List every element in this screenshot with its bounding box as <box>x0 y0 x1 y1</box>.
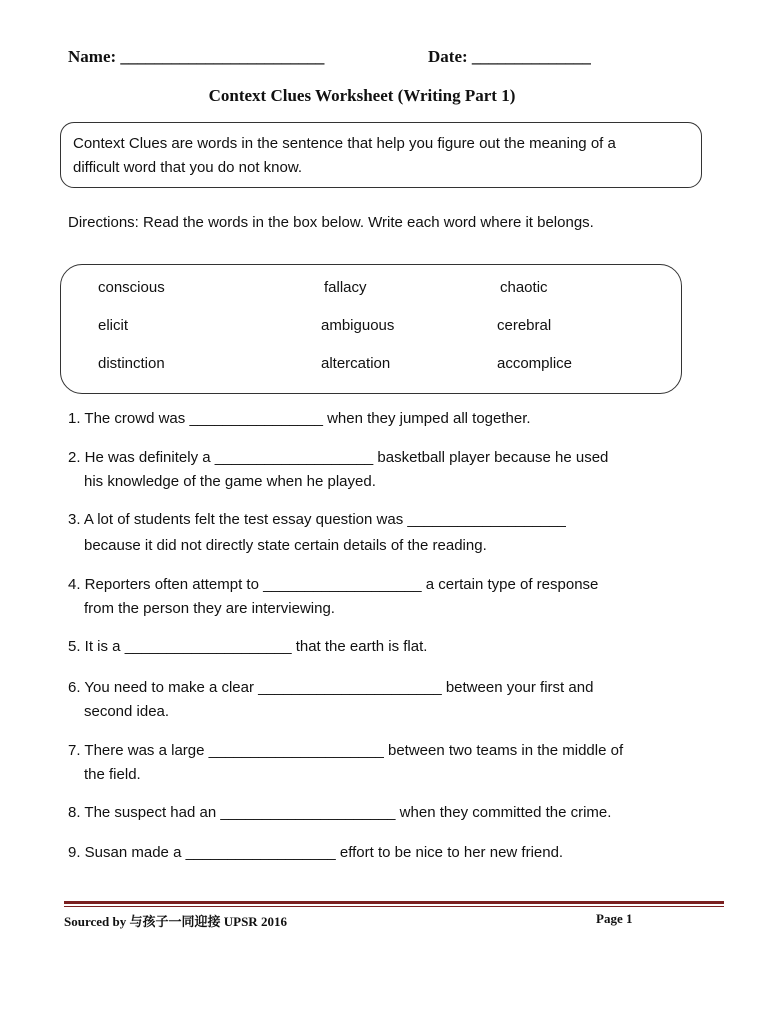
word-bank-item: accomplice <box>497 355 573 372</box>
question-2[interactable] <box>68 446 708 494</box>
question-continuation: from the person they are interviewing. <box>84 600 335 617</box>
word-bank-item: fallacy <box>324 279 367 296</box>
question-continuation: second idea. <box>84 703 170 720</box>
question-7[interactable] <box>68 739 708 787</box>
definition-line-1: Context Clues are words in the sentence that help you figure out the meaning of a <box>73 135 616 152</box>
question-9[interactable] <box>68 841 708 865</box>
question-text: 8. The suspect had an _____________________ when they committed the crime. <box>68 804 612 821</box>
question-continuation: because it did not directly state certain details of the reading. <box>84 537 487 554</box>
question-continuation: the field. <box>84 766 141 783</box>
footer-divider-thin <box>64 906 724 907</box>
question-4[interactable] <box>68 573 708 621</box>
footer-source: Sourced by 与孩子一同迎接 UPSR 2016 <box>64 914 287 929</box>
footer-divider <box>64 901 724 904</box>
word-bank-item: conscious <box>98 279 165 296</box>
word-bank-item: chaotic <box>500 279 548 296</box>
header-row <box>68 47 628 71</box>
question-text: 7. There was a large _____________________ between two teams in the middle of <box>68 742 624 759</box>
question-text: 4. Reporters often attempt to ___________________ a certain type of response <box>68 576 599 593</box>
word-bank-item: ambiguous <box>321 317 395 334</box>
page-number: Page 1 <box>596 911 633 926</box>
question-3[interactable] <box>68 508 708 558</box>
question-text: 6. You need to make a clear ______________________ between your first and <box>68 679 594 696</box>
question-text: 9. Susan made a __________________ effort to be nice to her new friend. <box>68 844 564 861</box>
definition-box <box>60 122 702 188</box>
date-field[interactable]: Date: ______________ <box>428 47 591 66</box>
question-8[interactable] <box>68 801 708 825</box>
word-bank-item: elicit <box>98 317 129 334</box>
name-field[interactable]: Name: ________________________ <box>68 47 325 66</box>
question-1[interactable] <box>68 407 708 431</box>
directions-text: Directions: Read the words in the box below. Write each word where it belongs. <box>68 214 594 231</box>
question-text: 3. A lot of students felt the test essay question was ___________________ <box>68 511 566 528</box>
question-text: 1. The crowd was ________________ when they jumped all together. <box>68 410 531 427</box>
question-continuation: his knowledge of the game when he played. <box>84 473 376 490</box>
word-bank-item: altercation <box>321 355 391 372</box>
word-bank-box <box>60 264 682 394</box>
word-bank-item: distinction <box>98 355 165 372</box>
question-5[interactable] <box>68 635 708 659</box>
question-text: 5. It is a ____________________ that the earth is flat. <box>68 638 428 655</box>
word-bank-item: cerebral <box>497 317 552 334</box>
worksheet-title: Context Clues Worksheet (Writing Part 1) <box>208 86 516 105</box>
question-6[interactable] <box>68 676 708 724</box>
definition-line-2: difficult word that you do not know. <box>73 159 303 176</box>
question-text: 2. He was definitely a ___________________ basketball player because he used <box>68 449 609 466</box>
